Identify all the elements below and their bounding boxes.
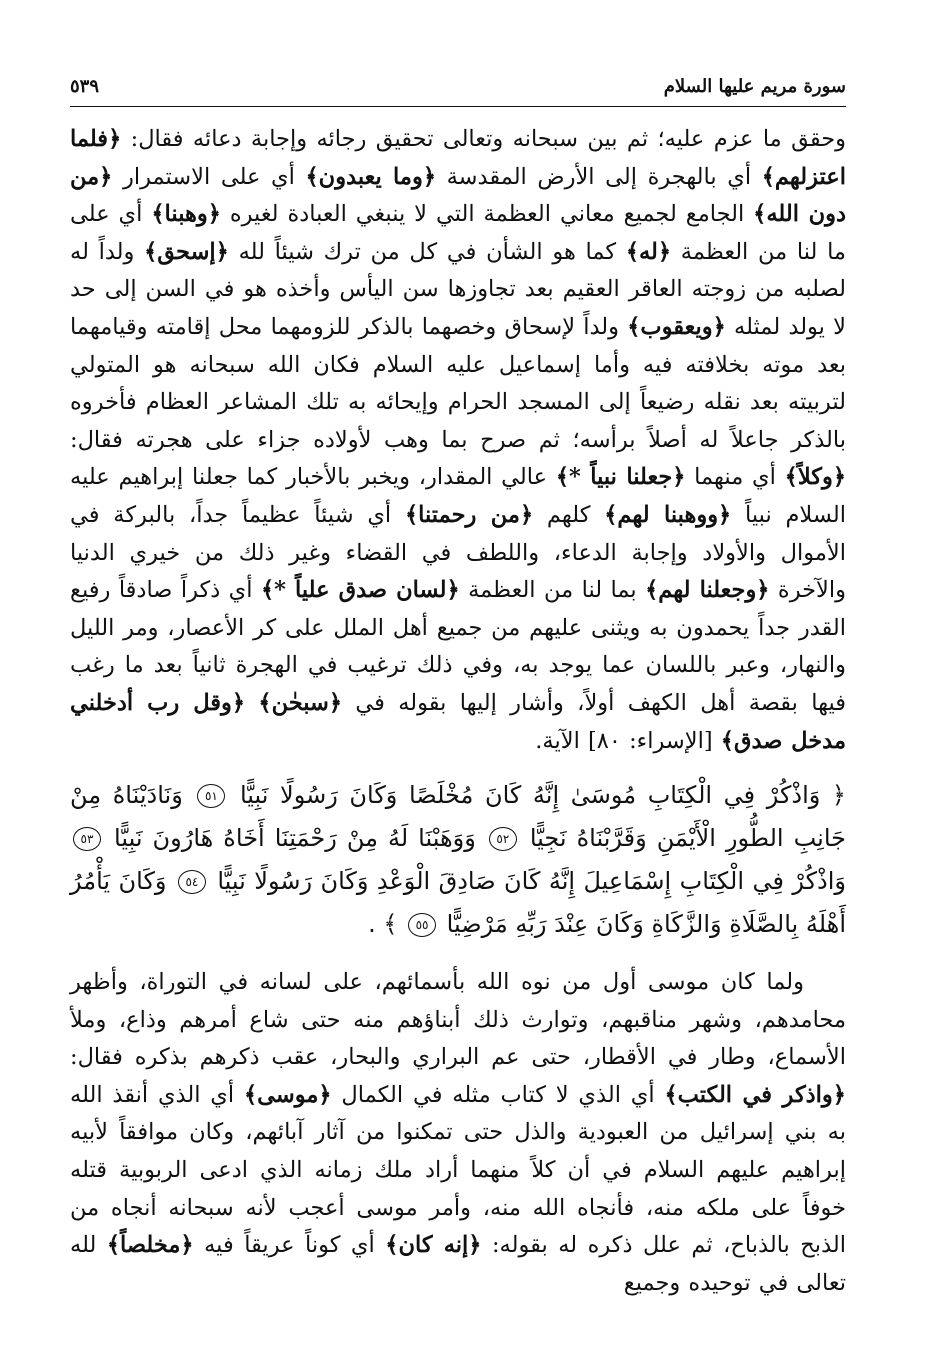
text-run: أي شيئاً عظيماً جداً، بالبركة في الأموال والأولاد وإجابة الدعاء، واللطف في القضاء وغير ذلك من خيري الدنيا والآخرة (70, 501, 846, 604)
ayah-number: ٥٥ (408, 913, 436, 937)
ayah-number: ٥٢ (489, 827, 517, 851)
quran-quote: ﴿من رحمتنا﴾ (404, 501, 534, 528)
text-run: أي على الاستمرار (112, 163, 306, 190)
quran-quote: ﴿مخلصاً﴾ (106, 1232, 194, 1259)
quran-quote: ﴿ويعقوب﴾ (627, 313, 726, 340)
quran-quote: ﴿له﴾ (625, 238, 672, 265)
quran-quote: ﴿واذكر في الكتب﴾ (664, 1081, 846, 1108)
text-run: أي ذكراً صادقاً رفيع القدر جداً يحمدون به ويثنى عليهم من جميع أهل الملل على كر الأعصار، ومر الليل والنهار، وعبر باللسان عما يوجد به، وفي ذلك ترغيب في الهجرة ثانياً بعد ما رغب فيها بقصة أهل الكهف أولاً، وأشار إليها بقوله في (70, 577, 847, 716)
text-run: أي منهما (685, 464, 785, 491)
verse-text: وَكَانَ يَأْمُرُ أَهْلَهُ بِالصَّلَاةِ وَالزَّكَاةِ وَكَانَ عِنْدَ رَبِّهِ مَرْضِيًّا (70, 867, 846, 939)
quran-quote: ﴿وما يعبدون﴾ (305, 163, 436, 190)
text-run: أي كوناً عريقاً فيه (193, 1232, 386, 1259)
quran-quote: ﴿وكلاً﴾ (784, 464, 847, 491)
quran-quote: ﴿سبحٰن﴾ (258, 689, 343, 716)
text-run (245, 690, 258, 716)
quran-verse-block (70, 774, 846, 946)
text-run: الجامع لجميع معاني العظمة التي لا ينبغي العبادة لغيره (220, 201, 754, 228)
verse-text: ﴿ وَاذْكُرْ فِي الْكِتَابِ مُوسَىٰ إِنَّهُ كَانَ مُخْلَصًا وَكَانَ رَسُولًا نَبِيًّا (228, 781, 846, 810)
commentary-paragraph (70, 964, 846, 1302)
verse-text: وَاذْكُرْ فِي الْكِتَابِ إِسْمَاعِيلَ إِنَّهُ كَانَ صَادِقَ الْوَعْدِ وَكَانَ رَسُولًا نَبِيًّا (208, 867, 846, 896)
body-text (70, 121, 846, 1302)
text-run: أي الذي أنقذ الله به بني إسرائيل من العبودية والذل حتى تمكنوا من آثار آبائهم، وكان موافقاً لأبيه إبراهيم عليهم السلام في أن كلاً منهما أراد ملك زمانه الذي ادعى الربوبية قتله خوفاً على ملكه منه، فأنجاه الله منه، وأمر موسى أعجب لأنه سبحانه أنجاه من الذبح بالذباح، ثم علل ذكره له بقوله: (70, 1081, 846, 1259)
text-run: لله تعالى في توحيده وجميع (70, 1232, 846, 1296)
page-number: ٥٣٩ (70, 76, 100, 97)
text-run: ولما كان موسى أول من نوه الله بأسمائهم، على لسانه في التوراة، وأظهر محامدهم، وشهر مناقبهم، وتوارث ذلك أبناؤهم منه حتى شاع أمرهم وذاع، وملأ الأسماع، وطار في الأقطار، حتى عم البراري والبحار، عقب ذكرهم بذكره فقال: (70, 969, 846, 1071)
quran-quote: ﴿فلما اعتزلهم﴾ (70, 126, 846, 190)
text-run: أي على ما لنا من العظمة (70, 201, 846, 265)
text-run: وحقق ما عزم عليه؛ ثم بين سبحانه وتعالى تحقيق رجائه وإجابة دعائه فقال: (121, 126, 846, 152)
quran-quote: ﴿ووهبنا لهم﴾ (604, 501, 732, 528)
text-run: كلهم (533, 501, 605, 528)
chapter-title: سورة مريم عليها السلام (663, 76, 846, 97)
verse-text: وَنَادَيْنَاهُ مِنْ جَانِبِ الطُّورِ الْأَيْمَنِ وَقَرَّبْنَاهُ نَجِيًّا (70, 781, 846, 853)
ayah-number: ٥٣ (73, 827, 101, 851)
quran-quote: ﴿جعلنا نبياً *﴾ (555, 464, 686, 491)
quran-quote: ﴿موسى﴾ (243, 1081, 332, 1108)
text-run: عالي المقدار، ويخبر بالأخبار كما جعلنا إبراهيم عليه السلام نبياً (70, 464, 847, 528)
text-run: ولداً لإسحاق وخصهما بالذكر للزومهما محل إقامته وقيامهما بعد موته بخلافته فيه وأما إسماعيل عليه السلام فكان الله سبحانه هو المتولي لتربيته بعد نقله رضيعاً إلى المسجد الحرام وإيحائه به تلك المشاعر العظام فأخروه بالذكر جاعلاً له أصلاً برأسه؛ ثم صرح بما وهب لأولاده جزاء على هجرته فقال: (70, 313, 846, 453)
ayah-number: ٥٤ (178, 870, 206, 894)
quran-quote: ﴿لسان صدق علياً *﴾ (260, 577, 460, 604)
quran-quote: ﴿من دون الله﴾ (70, 163, 846, 228)
verse-text: وَوَهَبْنَا لَهُ مِنْ رَحْمَتِنَا أَخَاهُ هَارُونَ نَبِيًّا (104, 824, 486, 853)
commentary-paragraph (70, 121, 846, 760)
text-run: ولداً له لصلبه من زوجته العاقر العقيم بعد تجاوزها سن اليأس وأخذه هو في السن إلى حد لا يولد لمثله (70, 238, 846, 340)
text-run: [الإسراء: ٨٠] الآية. (535, 727, 721, 754)
ayah-number: ٥١ (197, 784, 225, 808)
quran-quote: ﴿إنه كان﴾ (385, 1232, 482, 1259)
quran-quote: ﴿وجعلنا لهم﴾ (645, 577, 770, 604)
text-run: أي بالهجرة إلى الأرض المقدسة (436, 163, 762, 190)
quran-quote: ﴿وقل رب أدخلني مدخل صدق﴾ (70, 689, 846, 754)
page (70, 70, 846, 1330)
text-run: أي الذي لا كتاب مثله في الكمال (331, 1081, 665, 1108)
text-run: كما هو الشأن في كل من ترك شيئاً لله (228, 238, 626, 265)
text-run: بما لنا من العظمة (459, 577, 646, 604)
verse-text: ﴾ . (368, 910, 406, 939)
running-head (70, 70, 846, 107)
quran-quote: ﴿وهبنا﴾ (151, 201, 221, 228)
quran-quote: ﴿إسحق﴾ (144, 238, 229, 265)
